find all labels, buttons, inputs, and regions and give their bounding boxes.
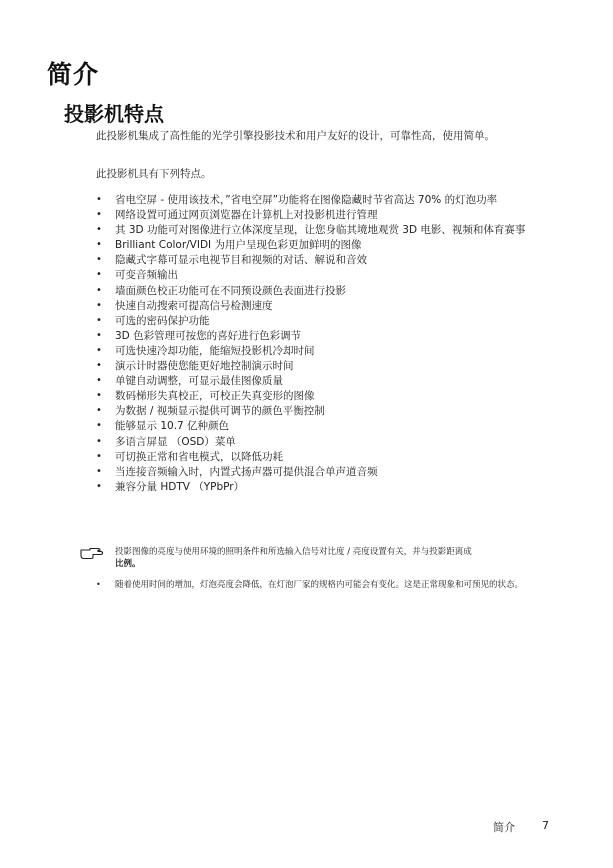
list-item: • 可选快速冷却功能，能缩短投影机冷却时间	[96, 344, 556, 358]
list-item: • 能够显示 10.7 亿种颜色	[96, 419, 556, 433]
list-item: • 网络设置可通过网页浏览器在计算机上对投影机进行管理	[96, 208, 556, 222]
list-item: • 数码梯形失真校正，可校正失真变形的图像	[96, 389, 556, 403]
intro-paragraph: 此投影机集成了高性能的光学引擎投影技术和用户友好的设计，可靠性高，使用简单。	[96, 130, 495, 142]
page-number: 7	[542, 819, 549, 832]
list-item: • 当连接音频输入时，内置式扬声器可提供混合单声道音频	[96, 465, 556, 479]
list-item: • 可变音频输出	[96, 268, 556, 282]
list-item: • 兼容分量 HDTV （YPbPr）	[96, 480, 556, 494]
notes-list	[96, 546, 546, 600]
list-item: • 3D 色彩管理可按您的喜好进行色彩调节	[96, 329, 556, 343]
feature-list	[96, 193, 556, 495]
note-text: 投影图像的亮度与使用环境的照明条件和所选输入信号对比度 / 亮度设置有关，并与投影距离成	[115, 547, 472, 557]
list-item: • 隐藏式字幕可显示电视节目和视频的对话、解说和音效	[96, 253, 556, 267]
list-item: • 单键自动调整，可显示最佳图像质量	[96, 374, 556, 388]
chapter-title: 简介	[47, 60, 100, 89]
list-item: • 墙面颜色校正功能可在不同预设颜色表面进行投影	[96, 284, 556, 298]
note-text-bold: 比例。	[115, 559, 141, 569]
list-item: • 演示计时器使您能更好地控制演示时间	[96, 359, 556, 373]
list-item: • 为数据 / 视频显示提供可调节的颜色平衡控制	[96, 404, 556, 418]
feature-lead: 此投影机具有下列特点。	[96, 168, 212, 180]
note-item: • 随着使用时间的增加，灯泡亮度会降低，在灯泡厂家的规格内可能会有变化。这是正常现象和可预见的状态。	[96, 579, 546, 591]
list-item: • 可选的密码保护功能	[96, 314, 556, 328]
list-item: • 省电空屏 - 使用该技术，”省电空屏”功能将在图像隐藏时节省高达 70% 的灯泡功率	[96, 193, 556, 207]
list-item: • 其 3D 功能可对图像进行立体深度呈现，让您身临其境地观赏 3D 电影、视频和体育赛事	[96, 223, 556, 237]
section-title: 投影机特点	[64, 102, 164, 126]
list-item: • 可切换正常和省电模式，以降低功耗	[96, 450, 556, 464]
list-item: • 多语言屏显 （OSD）菜单	[96, 435, 556, 449]
list-item: • 快速自动搜索可提高信号检测速度	[96, 299, 556, 313]
footer-section-label: 简介	[493, 821, 515, 834]
list-item: • Brilliant Color/VIDI 为用户呈现色彩更加鲜明的图像	[96, 238, 556, 252]
note-item	[96, 546, 546, 570]
